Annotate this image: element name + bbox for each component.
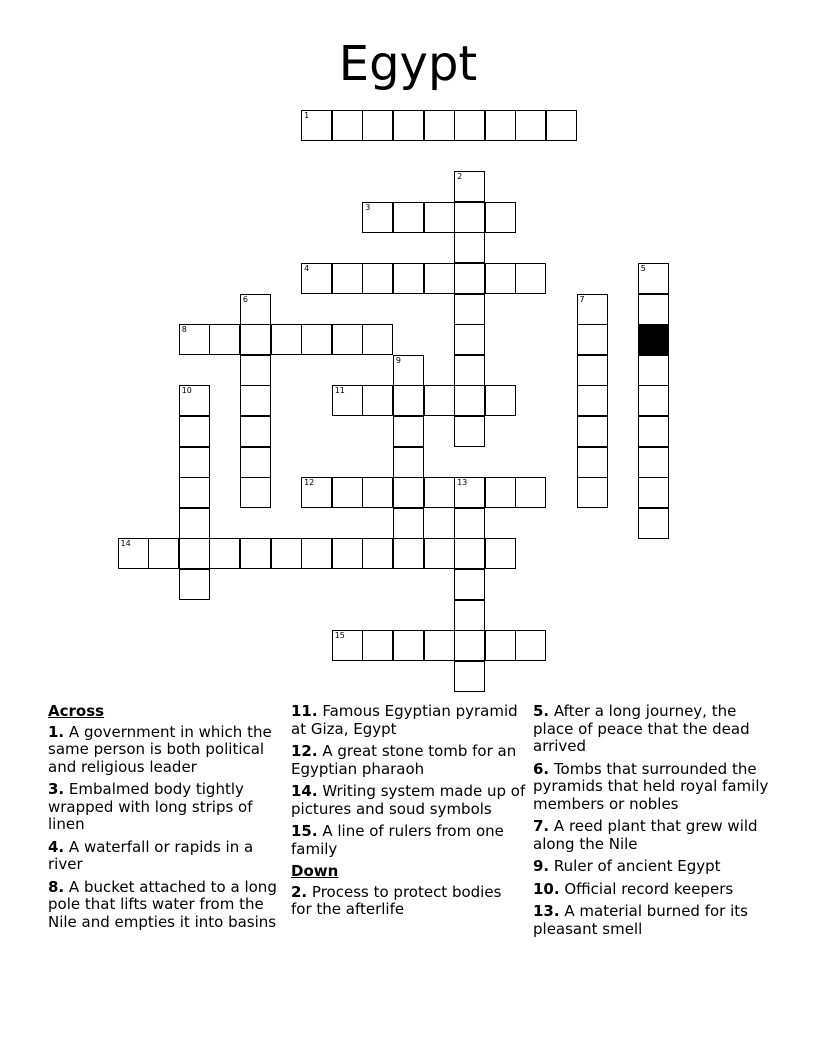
grid-cell[interactable] (240, 324, 271, 355)
clue-down-13: 13. A material burned for its pleasant smell (533, 902, 748, 938)
grid-cell[interactable] (485, 477, 516, 508)
clue-down-6: 6. Tombs that surrounded the pyramids that held royal family members or nobles (533, 759, 769, 813)
grid-cell[interactable] (424, 630, 455, 661)
grid-cell[interactable] (393, 110, 424, 141)
grid-cell[interactable] (638, 416, 669, 447)
cell-number: 4 (304, 264, 310, 273)
grid-cell[interactable] (332, 110, 363, 141)
clue-across-8: 8. A bucket attached to a long pole that lifts water from the Nile and empties it into basins (48, 877, 277, 931)
grid-cell[interactable] (179, 385, 210, 416)
grid-cell[interactable] (362, 324, 393, 355)
grid-cell[interactable] (515, 263, 546, 294)
cell-number: 12 (304, 478, 315, 488)
clue-across-14: 14. Writing system made up of pictures and soud symbols (291, 782, 526, 818)
clue-across-1: 1. A government in which the same person is both political and religious leader (48, 722, 272, 776)
grid-cell[interactable] (179, 324, 210, 355)
grid-cell[interactable] (240, 385, 271, 416)
grid-cell[interactable] (485, 630, 516, 661)
grid-cell[interactable] (393, 385, 424, 416)
clue-column-2 (291, 703, 526, 924)
clue-down-2: 2. Process to protect bodies for the afterlife (291, 882, 502, 918)
grid-cell[interactable] (179, 447, 210, 478)
clue-column-1 (48, 703, 283, 936)
cell-number: 15 (334, 631, 345, 641)
grid-cell[interactable] (332, 324, 363, 355)
grid-cell[interactable] (577, 416, 608, 447)
grid-cell[interactable] (332, 538, 363, 569)
clue-down-10: 10. Official record keepers (533, 879, 734, 898)
grid-cell[interactable] (454, 416, 485, 447)
grid-cell[interactable] (577, 324, 608, 355)
clue-down-9: 9. Ruler of ancient Egypt (533, 857, 721, 875)
grid-cell[interactable] (240, 538, 271, 569)
grid-cell[interactable] (515, 477, 546, 508)
grid-cell[interactable] (454, 661, 485, 692)
grid-cell[interactable] (485, 385, 516, 416)
grid-cell[interactable] (485, 263, 516, 294)
grid-cell[interactable] (485, 538, 516, 569)
grid-cell[interactable] (179, 508, 210, 539)
grid-cell[interactable] (301, 263, 332, 294)
cell-number: 9 (395, 355, 401, 365)
grid-cell[interactable] (362, 263, 393, 294)
clue-across-4: 4. A waterfall or rapids in a river (48, 837, 254, 873)
grid-cell[interactable] (454, 110, 485, 141)
cell-number: 1 (304, 111, 310, 120)
grid-cell[interactable] (577, 385, 608, 416)
grid-cell[interactable] (393, 263, 424, 294)
grid-cell[interactable] (240, 477, 271, 508)
grid-cell[interactable] (301, 110, 332, 141)
grid-cell[interactable] (638, 508, 669, 539)
grid-cell[interactable] (454, 324, 485, 355)
grid-cell[interactable] (638, 477, 669, 508)
grid-cell[interactable] (393, 538, 424, 569)
grid-cell[interactable] (362, 110, 393, 141)
grid-cell[interactable] (577, 447, 608, 478)
grid-cell[interactable] (638, 385, 669, 416)
puzzle-title: Egypt (338, 36, 478, 92)
grid-cell[interactable] (454, 202, 485, 233)
grid-cell[interactable] (301, 477, 332, 508)
grid-cell[interactable] (362, 630, 393, 661)
grid-cell[interactable] (240, 294, 271, 325)
grid-cell[interactable] (424, 477, 455, 508)
black-cell (638, 324, 669, 355)
down-heading: Down (291, 862, 339, 880)
grid-cell[interactable] (454, 171, 485, 202)
grid-cell[interactable] (454, 569, 485, 600)
grid-cell[interactable] (515, 110, 546, 141)
grid-cell[interactable] (393, 416, 424, 447)
cell-number: 8 (181, 325, 187, 335)
cell-number: 14 (120, 539, 131, 549)
grid-cell[interactable] (179, 569, 210, 600)
cell-number: 13 (457, 478, 468, 488)
grid-cell[interactable] (301, 324, 332, 355)
cell-number: 2 (457, 172, 463, 182)
grid-cell[interactable] (577, 355, 608, 386)
grid-cell[interactable] (332, 385, 363, 416)
grid-cell[interactable] (362, 477, 393, 508)
grid-cell[interactable] (118, 538, 149, 569)
cell-number: 3 (365, 202, 371, 212)
grid-cell[interactable] (301, 538, 332, 569)
grid-cell[interactable] (424, 202, 455, 233)
grid-cell[interactable] (393, 447, 424, 478)
grid-cell[interactable] (332, 477, 363, 508)
grid-cell[interactable] (577, 477, 608, 508)
cell-number: 7 (579, 294, 585, 304)
grid-cell[interactable] (638, 355, 669, 386)
grid-cell[interactable] (362, 538, 393, 569)
grid-cell[interactable] (209, 324, 240, 355)
grid-cell[interactable] (454, 508, 485, 539)
grid-cell[interactable] (424, 263, 455, 294)
cell-number: 6 (242, 294, 248, 304)
grid-cell[interactable] (240, 416, 271, 447)
grid-cell[interactable] (638, 263, 669, 294)
grid-cell[interactable] (454, 538, 485, 569)
grid-cell[interactable] (148, 538, 179, 569)
grid-cell[interactable] (393, 477, 424, 508)
clue-column-3 (533, 703, 773, 943)
grid-cell[interactable] (179, 477, 210, 508)
grid-cell[interactable] (362, 385, 393, 416)
grid-cell[interactable] (393, 355, 424, 386)
grid-cell[interactable] (393, 508, 424, 539)
grid-cell[interactable] (454, 355, 485, 386)
grid-cell[interactable] (454, 294, 485, 325)
grid-cell[interactable] (454, 630, 485, 661)
cell-number: 10 (181, 386, 192, 396)
grid-cell[interactable] (240, 447, 271, 478)
grid-cell[interactable] (424, 110, 455, 141)
clue-across-3: 3. Embalmed body tightly wrapped with long strips of linen (48, 780, 253, 833)
grid-cell[interactable] (454, 263, 485, 294)
grid-cell[interactable] (424, 538, 455, 569)
grid-cell[interactable] (332, 263, 363, 294)
grid-cell[interactable] (271, 324, 302, 355)
grid-cell[interactable] (638, 294, 669, 325)
grid-cell[interactable] (485, 110, 516, 141)
cell-number: 11 (334, 386, 345, 396)
grid-cell[interactable] (179, 538, 210, 569)
clue-across-15: 15. A line of rulers from one family (291, 822, 504, 858)
grid-cell[interactable] (546, 110, 577, 141)
grid-cell[interactable] (209, 538, 240, 569)
grid-cell[interactable] (362, 202, 393, 233)
grid-cell[interactable] (179, 416, 210, 447)
grid-cell[interactable] (332, 630, 363, 661)
grid-cell[interactable] (240, 355, 271, 386)
grid-cell[interactable] (454, 385, 485, 416)
grid-cell[interactable] (485, 202, 516, 233)
clue-across-12: 12. A great stone tomb for an Egyptian pharaoh (291, 742, 517, 778)
grid-cell[interactable] (454, 232, 485, 263)
grid-cell[interactable] (424, 385, 455, 416)
grid-cell[interactable] (393, 630, 424, 661)
grid-cell[interactable] (271, 538, 302, 569)
cell-number: 5 (640, 264, 646, 273)
grid-cell[interactable] (454, 600, 485, 631)
clue-down-5: 5. After a long journey, the place of peace that the dead arrived (533, 702, 750, 755)
clue-across-11: 11. Famous Egyptian pyramid at Giza, Egypt (291, 702, 518, 738)
grid-cell[interactable] (577, 294, 608, 325)
clue-down-7: 7. A reed plant that grew wild along the Nile (533, 817, 758, 853)
grid-cell[interactable] (515, 630, 546, 661)
grid-cell[interactable] (393, 202, 424, 233)
grid-cell[interactable] (454, 477, 485, 508)
grid-cell[interactable] (638, 447, 669, 478)
across-heading: Across (48, 702, 105, 720)
